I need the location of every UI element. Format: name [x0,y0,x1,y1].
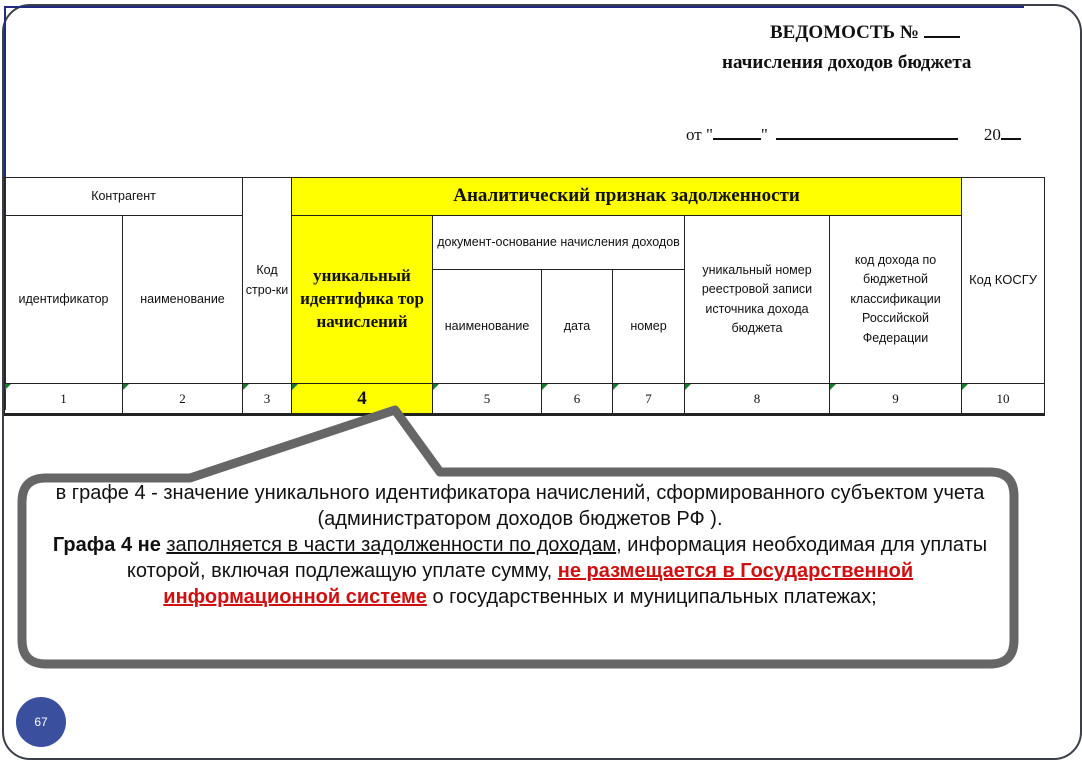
column-number: 9 [830,384,962,415]
header-doc-basis: документ-основание начисления доходов [433,216,685,270]
document-subtitle: начисления доходов бюджета [722,52,972,73]
column-number: 3 [243,384,292,415]
header-registry-number: уникальный номер реестровой записи источника дохода бюджета [685,216,830,384]
column-number: 7 [613,384,685,415]
column-number: 2 [123,384,243,415]
column-number: 6 [542,384,613,415]
callout-line-1: в графе 4 - значение уникального идентификатора начислений, сформированного субъектом учета (администратором доходов бюджетов РФ ). [55,482,985,530]
column-number: 1 [5,384,123,415]
column-number: 10 [962,384,1045,415]
header-uid: уникальный идентифика тор начислений [292,216,433,384]
header-identifier: идентификатор [5,216,123,384]
header-doc-date: дата [542,270,613,384]
header-income-code: код дохода по бюджетной классификации Российской Федерации [830,216,962,384]
header-line-code: Код стро-ки [243,178,292,384]
header-counterparty: Контрагент [5,178,243,216]
page-number-badge: 67 [16,697,66,747]
column-number: 4 [292,384,433,415]
column-number: 5 [433,384,542,415]
document-date-line: от " " 20 [686,124,1021,145]
document-title: ВЕДОМОСТЬ № [770,22,960,44]
header-kosgu: Код КОСГУ [962,178,1045,384]
header-analytic-group: Аналитический признак задолженности [292,178,962,216]
column-number: 8 [685,384,830,415]
header-name: наименование [123,216,243,384]
header-doc-number: номер [613,270,685,384]
callout-text [40,480,1000,610]
callout-line-2: Графа 4 не заполняется в части задолженности по доходам, информация необходимая для уплаты которой, включая подлежащую уплате сумму, не размещается в Государственной информационной системе о государственных и муниципальных платежах; [52,534,988,608]
header-doc-name: наименование [433,270,542,384]
